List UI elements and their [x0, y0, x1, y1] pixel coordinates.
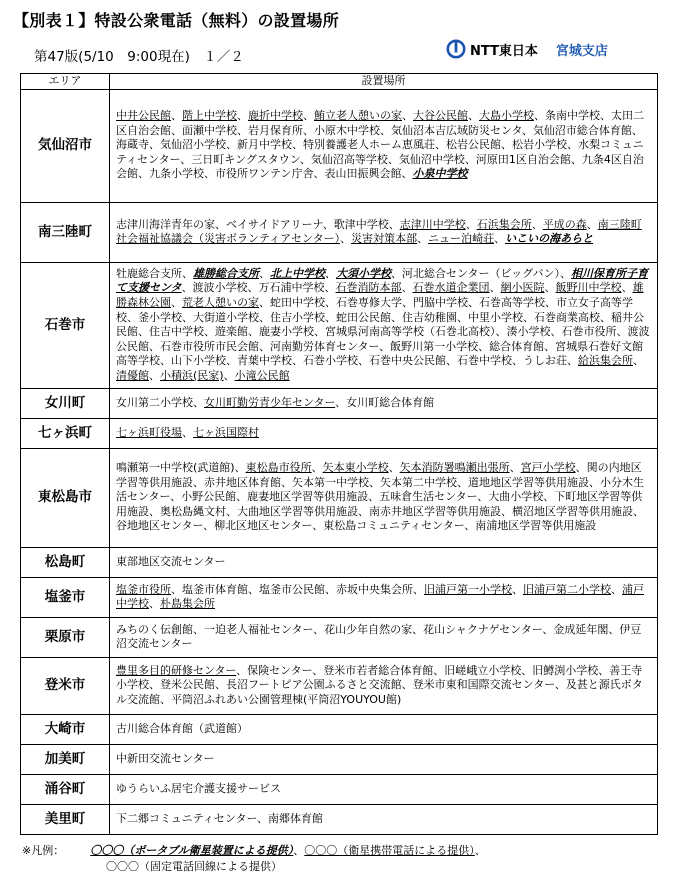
- place-name: 清優館: [116, 368, 149, 382]
- places-cell: [110, 657, 658, 714]
- area-cell: 女川町: [21, 388, 110, 418]
- area-cell: 石巻市: [21, 262, 110, 388]
- area-cell: 加美町: [21, 744, 110, 774]
- place-name: 網小医院: [500, 281, 545, 295]
- separator-text: 、: [303, 109, 314, 123]
- place-name: 豊里多目的研修センター: [116, 663, 237, 677]
- separator-text: 鳴瀬第一中学校(武道館)、: [116, 461, 246, 475]
- table-row: [21, 714, 658, 744]
- place-name: 南三陸町社会福祉協議会（災害ボランティアセンター）: [116, 217, 642, 246]
- separator-text: 、関の内地区学習等供用施設、赤井地区体育館、矢本第一中学校、矢本第二中学校、道地地区学習等供用施設、小分木生活センター、小野公民館、鹿妻地区学習等供用施設、五味倉生活センター、大曲小学校、下町地区学習等供用施設、奥松島縄文村、大曲地区学習等供用施設、南赤井地区学習等供用施設、横沼地区学習等供用施設、谷地地区センター、柳北区地区センター、東松島コミュニティセンター、南浦地区学習等供用施設: [116, 461, 644, 533]
- place-name: 石巻消防本部: [335, 281, 402, 295]
- places-cell: [110, 617, 658, 657]
- area-cell: 南三陸町: [21, 202, 110, 262]
- legend-satellite: 〇〇〇（衛星携帯電話による提供）: [304, 844, 475, 857]
- separator-text: 、: [182, 425, 193, 439]
- separator-text: 、蛇田中学校、石巻専修大学、門脇中学校、石巻高等学校、市立女子高等学校、釜小学校、大街道小学校、住吉小学校、蛇田公民館、住吉幼稚園、中里小学校、石巻商業高校、稲井公民館、住吉中学校、遊楽館、鹿妻小学校、宮城県河南高等学校（石巻北高校）、湊小学校、石巻市役所、渡波公民館、石巻市役所市民会館、河南勤労体育センター、飯野川第一小学校、総合体育館、宮城県石巻好文館高等学校、山下小学校、青葉中学校、石巻小学校、石巻中央公民館、石巻中学校、うしお荘、: [116, 295, 650, 368]
- separator-text: 、: [237, 109, 248, 123]
- table-row: [21, 202, 658, 262]
- separator-text: みちのく伝創館、一迫老人福祉センター、花山少年自然の家、花山シャクナゲセンター、金成延年閣、伊豆沼交流センター: [116, 622, 642, 651]
- place-name: 北上中学校: [270, 266, 325, 280]
- separator-text: 、: [468, 109, 479, 123]
- place-name: 鹿折中学校: [248, 109, 303, 123]
- table-header-row: [21, 74, 658, 90]
- place-name: 塩釜市役所: [116, 582, 171, 596]
- installation-table: [20, 73, 658, 835]
- separator-text: 、: [489, 281, 501, 295]
- places-cell: [110, 448, 658, 547]
- separator-text: 、: [388, 461, 400, 475]
- table-row: [21, 418, 658, 448]
- place-name: 朴島集会所: [160, 597, 215, 611]
- place-name: 相川保育所子育て支援センタ: [116, 266, 648, 295]
- legend-sep-1: 、: [293, 844, 305, 857]
- place-name: 浦戸中学校: [116, 582, 644, 611]
- table-row: [21, 657, 658, 714]
- table-row: [21, 547, 658, 577]
- places-column-header: 設置場所: [110, 74, 658, 90]
- place-name: 矢本東小学校: [322, 461, 389, 475]
- table-row: [21, 577, 658, 617]
- place-name: 中井公民館: [116, 109, 171, 123]
- separator-text: 、: [621, 281, 633, 295]
- area-cell: 美里町: [21, 804, 110, 834]
- table-row: [21, 804, 658, 834]
- place-name: 平成の森: [542, 217, 587, 231]
- place-name: 階上中学校: [182, 109, 237, 123]
- place-name: 雄勝森林公園: [116, 281, 644, 309]
- separator-text: 、渡波小学校、万石浦中学校、: [181, 281, 336, 295]
- place-name: 大島小学校: [479, 109, 534, 123]
- place-name: 大谷公民館: [413, 109, 468, 123]
- table-row: [21, 774, 658, 804]
- separator-text: 、: [223, 368, 235, 382]
- places-cell: [110, 714, 658, 744]
- place-name: 小滝公民館: [234, 368, 290, 382]
- places-cell: [110, 547, 658, 577]
- places-cell: [110, 262, 658, 388]
- separator-text: 、: [494, 232, 506, 246]
- table-body: [21, 89, 658, 834]
- separator-text: 、: [311, 461, 323, 475]
- area-cell: 塩釜市: [21, 577, 110, 617]
- separator-text: 、河北総合センター（ビッグバン）、: [391, 266, 571, 280]
- separator-text: 東部地区交流センター: [116, 554, 226, 568]
- area-cell: 東松島市: [21, 448, 110, 547]
- place-name: 七ヶ浜町役場: [116, 425, 182, 439]
- area-cell: 登米市: [21, 657, 110, 714]
- place-name: 給浜集会所: [578, 354, 633, 368]
- legend-prefix: ※凡例：: [22, 844, 65, 857]
- place-name: 鮪立老人憩いの家: [314, 109, 402, 123]
- places-cell: [110, 804, 658, 834]
- table-row: [21, 89, 658, 202]
- edition-label: 第47版(5/10 9:00現在) １／２: [34, 49, 244, 65]
- separator-text: 、条南中学校、太田二区自治会館、面瀬中学校、岩月保育所、小原木中学校、気仙沼本吉広域防災センタ、気仙沼市総合体育館、海蔵寺、気仙沼小学校、新月中学校、特別養護老人ホーム恵風荘、松岩公民館、松岩小学校、水梨コミュニティセンター、三日町キングスタウン、気仙沼高等学校、気仙沼中学校、河原田1区自治会館、九条4区自治会館、九条小学校、市役所ワンテン庁舎、表山田振興会館、: [116, 109, 644, 181]
- place-name: 飯野川中学校: [555, 281, 622, 295]
- separator-text: 下二郷コミュニティセンター、南郷体育館: [116, 811, 324, 825]
- separator-text: 中新田交流センター: [116, 751, 215, 765]
- separator-text: 、: [402, 109, 413, 123]
- legend: [22, 843, 486, 875]
- place-name: 旧浦戸第二小学校: [523, 582, 611, 596]
- separator-text: 、: [417, 232, 429, 246]
- area-cell: 気仙沼市: [21, 89, 110, 202]
- legend-sep-2: 、: [474, 844, 486, 857]
- place-name: 石浜集会所: [476, 217, 532, 231]
- separator-text: 、: [633, 354, 644, 368]
- places-cell: [110, 774, 658, 804]
- legend-portable: 〇〇〇（ポータブル衛星装置による提供）: [90, 844, 294, 857]
- separator-text: 、保険センター、登米市若者総合体育館、旧嵯峨立小学校、旧鱒渕小学校、善王寺小学校、登米公民館、長沼フートピア公園ふるさと交流館、登米市東和国際交流センター、及甚と源氏ボタル交流館、平筒沼ふれあい公園管理棟(平筒沼YOUYOU館): [116, 663, 643, 706]
- separator-text: 、: [544, 281, 556, 295]
- table-row: [21, 388, 658, 418]
- places-cell: [110, 202, 658, 262]
- separator-text: 、: [149, 597, 160, 611]
- separator-text: ゆうらいふ居宅介護支援サービス: [116, 781, 281, 795]
- separator-text: 、: [531, 217, 543, 231]
- branch-label: 宮城支店: [555, 43, 608, 59]
- place-name: 矢本消防署鳴瀬出張所: [399, 461, 510, 475]
- separator-text: 牡鹿総合支所、: [116, 266, 193, 280]
- places-cell: [110, 388, 658, 418]
- separator-text: 、: [171, 295, 182, 309]
- separator-text: 古川総合体育館（武道館）: [116, 721, 248, 735]
- places-cell: [110, 89, 658, 202]
- ntt-logo-icon: [446, 39, 466, 59]
- separator-text: 、: [325, 266, 336, 280]
- separator-text: 、: [259, 266, 270, 280]
- area-cell: 大崎市: [21, 714, 110, 744]
- places-cell: [110, 744, 658, 774]
- place-name: 女川町勤労青少年センター: [204, 395, 336, 409]
- place-name: ニュー泊崎荘: [428, 232, 495, 246]
- table-row: [21, 744, 658, 774]
- separator-text: 女川第二小学校、: [116, 395, 204, 409]
- place-name: 小泉中学校: [412, 167, 468, 181]
- logo-text: NTT東日本: [470, 43, 538, 59]
- place-name: 災害対策本部: [351, 232, 418, 246]
- place-name: いこいの海あらと: [505, 232, 594, 246]
- area-cell: 松島町: [21, 547, 110, 577]
- separator-text: 、: [149, 368, 160, 382]
- place-name: 七ヶ浜国際村: [193, 425, 259, 439]
- table-row: [21, 448, 658, 547]
- places-cell: [110, 418, 658, 448]
- place-name: 雄勝総合支所: [193, 266, 259, 280]
- place-name: 石巻水道企業団: [412, 281, 490, 295]
- separator-text: 志津川海洋青年の家、ベイサイドアリーナ、歌津中学校、: [116, 217, 400, 231]
- table-row: [21, 262, 658, 388]
- place-name: 宮戸小学校: [520, 461, 576, 475]
- places-cell: [110, 577, 658, 617]
- separator-text: 、塩釜市体育館、塩釜市公民館、赤坂中央集会所、: [171, 582, 424, 596]
- separator-text: 、: [401, 281, 413, 295]
- separator-text: 、: [340, 232, 352, 246]
- separator-text: 、女川町総合体育館: [335, 395, 435, 409]
- place-name: 旧浦戸第一小学校: [424, 582, 512, 596]
- separator-text: 、: [509, 461, 521, 475]
- area-cell: 栗原市: [21, 617, 110, 657]
- separator-text: 、: [512, 582, 523, 596]
- ntt-logo: [446, 37, 608, 61]
- area-cell: 七ヶ浜町: [21, 418, 110, 448]
- place-name: 東松島市役所: [245, 461, 312, 475]
- place-name: 志津川中学校: [399, 217, 466, 231]
- document-title: 【別表１】特設公衆電話（無料）の設置場所: [13, 11, 340, 30]
- area-column-header: エリア: [21, 74, 110, 90]
- legend-fixed: 〇〇〇（固定電話回線による提供）: [106, 860, 282, 873]
- separator-text: 、: [611, 582, 622, 596]
- area-cell: 涌谷町: [21, 774, 110, 804]
- place-name: 大須小学校: [336, 266, 391, 280]
- separator-text: 、: [171, 109, 182, 123]
- table-row: [21, 617, 658, 657]
- place-name: 小積浜(民家): [160, 368, 224, 382]
- separator-text: 、: [586, 217, 598, 231]
- separator-text: 、: [465, 217, 477, 231]
- place-name: 荒老人憩いの家: [182, 295, 259, 309]
